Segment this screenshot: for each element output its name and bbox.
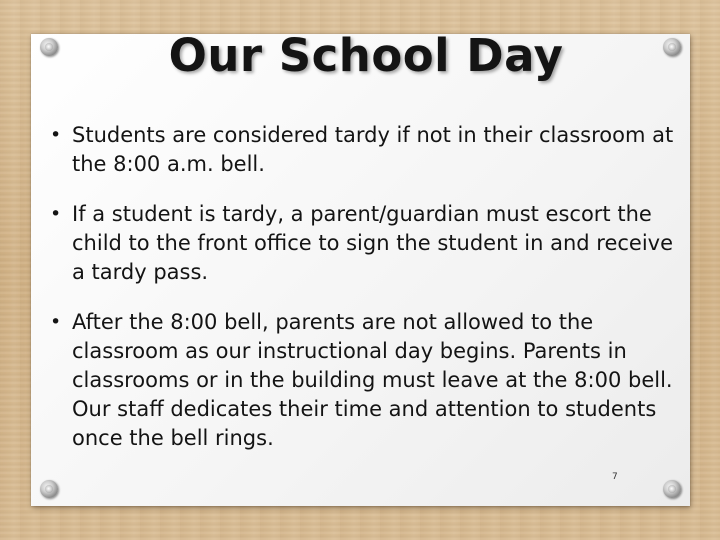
bullet-item: [46, 200, 686, 287]
pushpin-icon: [663, 480, 681, 498]
bullet-text: After the 8:00 bell, parents are not allowed to the classroom as our instructional day begins. Parents in classrooms or in the building must leave at the 8:00 bell. Our staff dedicates their time and attention to students once the bell rings.: [72, 310, 673, 450]
slide-number: 7: [612, 472, 618, 482]
slide-title: Our School Day: [168, 29, 564, 82]
bullet-point-icon: •: [50, 124, 62, 146]
bullet-item: [46, 308, 686, 453]
bullet-text: If a student is tardy, a parent/guardian must escort the child to the front office to sign the student in and receive a tardy pass.: [72, 202, 674, 284]
bullet-list: [46, 121, 686, 474]
bullet-point-icon: •: [50, 203, 62, 225]
bullet-item: [46, 121, 686, 179]
bullet-point-icon: •: [50, 311, 62, 333]
pushpin-icon: [40, 480, 58, 498]
bullet-text: Students are considered tardy if not in their classroom at the 8:00 a.m. bell.: [72, 123, 674, 176]
